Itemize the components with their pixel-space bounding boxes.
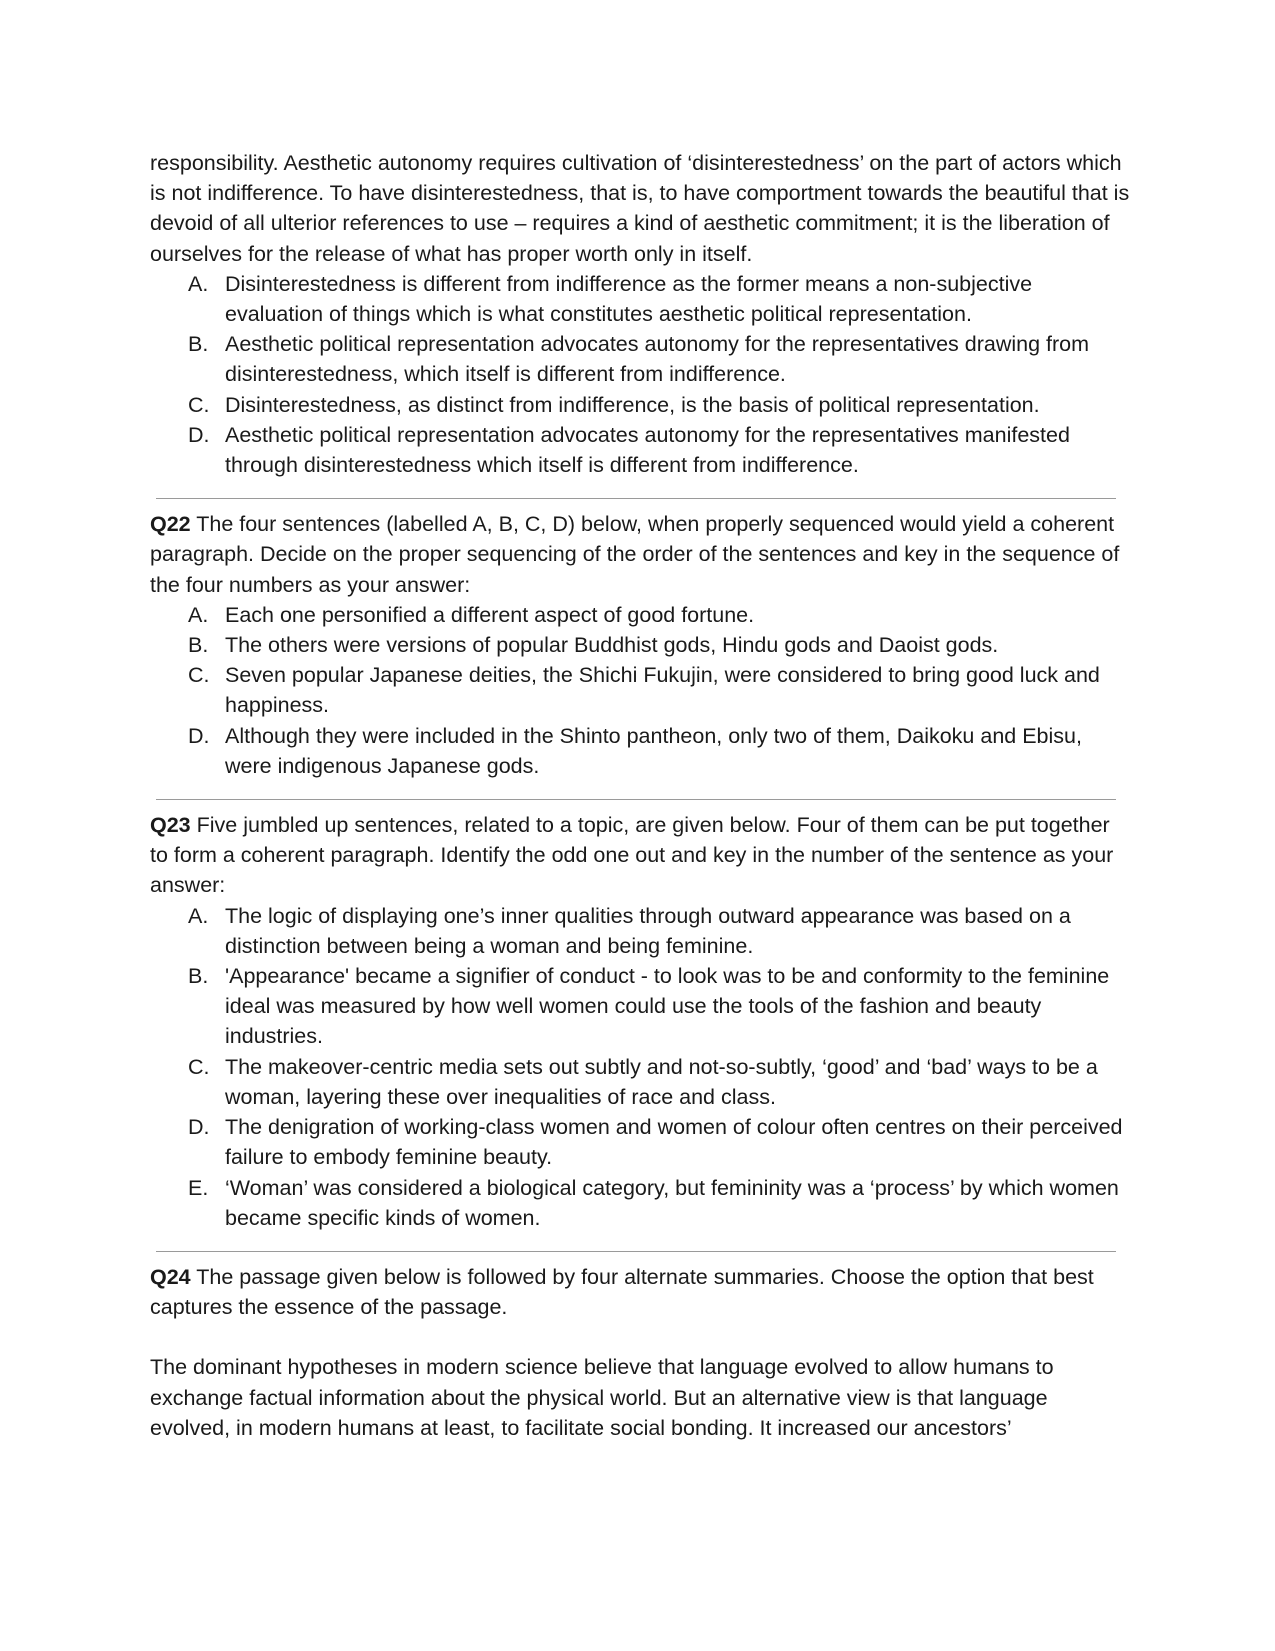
q22-option-b — [150, 630, 1130, 660]
option-letter: A. — [188, 271, 209, 296]
option-text: Seven popular Japanese deities, the Shichi Fukujin, were considered to bring good luck and happiness. — [225, 663, 1100, 718]
option-text: The makeover-centric media sets out subtly and not-so-subtly, ‘good’ and ‘bad’ ways to be a woman, layering these over inequalities of race and class. — [225, 1054, 1098, 1109]
q21-option-c — [150, 390, 1130, 420]
option-text: 'Appearance' became a signifier of conduct - to look was to be and conformity to the feminine ideal was measured by how well women could use the tools of the fashion and beauty industries. — [225, 964, 1110, 1049]
q22-option-a — [150, 600, 1130, 630]
q21-option-a — [150, 269, 1130, 329]
option-text: Each one personified a different aspect of good fortune. — [225, 602, 755, 627]
q21-option-b — [150, 329, 1130, 389]
q23-option-b — [150, 961, 1130, 1052]
option-letter: A. — [188, 903, 209, 928]
q22-option-c — [150, 660, 1130, 720]
q23-option-d — [150, 1112, 1130, 1172]
option-letter: B. — [188, 633, 209, 658]
q21-continuation — [150, 148, 1130, 480]
q24-passage-text: The dominant hypotheses in modern science believe that language evolved to allow humans to exchange factual information about the physical world. But an alternative view is that language evolved, in modern humans at least, to facilitate social bonding. It increased our ancestors’ — [150, 1355, 1054, 1440]
option-text: ‘Woman’ was considered a biological category, but femininity was a ‘process’ by which women became specific kinds of women. — [225, 1175, 1119, 1230]
option-letter: B. — [188, 332, 209, 357]
document-page — [150, 148, 1130, 1443]
q23-prompt-text: Five jumbled up sentences, related to a topic, are given below. Four of them can be put together to form a coherent paragraph. Identify the odd one out and key in the number of the sentence as your answer: — [150, 813, 1114, 898]
q21-options-list — [150, 269, 1130, 480]
option-letter: C. — [188, 1054, 210, 1079]
option-letter: D. — [188, 422, 210, 447]
q21-passage-text: responsibility. Aesthetic autonomy requires cultivation of ‘disinterestedness’ on the part of actors which is not indifference. To have disinterestedness, that is, to have comportment towards the beautiful that is devoid of all ulterior references to use – requires a kind of aesthetic commitment; it is the liberation of ourselves for the release of what has proper worth only in itself. — [150, 151, 1130, 266]
q22-label: Q22 — [150, 512, 191, 537]
option-text: Although they were included in the Shinto pantheon, only two of them, Daikoku and Ebisu, were indigenous Japanese gods. — [225, 723, 1082, 778]
q23-prompt — [150, 810, 1130, 901]
section-divider — [156, 1251, 1116, 1252]
q23-options-list — [150, 901, 1130, 1233]
q22-option-d — [150, 721, 1130, 781]
section-divider — [156, 799, 1116, 800]
option-letter: D. — [188, 723, 210, 748]
option-letter: C. — [188, 663, 210, 688]
q24-prompt — [150, 1262, 1130, 1322]
q24-prompt-text: The passage given below is followed by four alternate summaries. Choose the option that best captures the essence of the passage. — [150, 1264, 1094, 1320]
q22-prompt-text: The four sentences (labelled A, B, C, D) below, when properly sequenced would yield a coherent paragraph. Decide on the proper sequencing of the order of the sentences and key in the sequence of the four numbers as your answer: — [150, 512, 1120, 597]
option-text: The others were versions of popular Buddhist gods, Hindu gods and Daoist gods. — [225, 633, 999, 658]
option-text: Disinterestedness is different from indifference as the former means a non-subjective evaluation of things which is what constitutes aesthetic political representation. — [225, 271, 1033, 327]
option-text: The logic of displaying one’s inner qualities through outward appearance was based on a distinction between being a woman and being feminine. — [225, 903, 1071, 958]
q22-section — [150, 509, 1130, 781]
q22-prompt — [150, 509, 1130, 600]
q24-section — [150, 1262, 1130, 1443]
option-letter: B. — [188, 964, 209, 989]
q23-label: Q23 — [150, 813, 191, 838]
q23-option-e — [150, 1173, 1130, 1233]
option-text: Aesthetic political representation advocates autonomy for the representatives manifested through disinterestedness which itself is different from indifference. — [225, 422, 1070, 478]
q21-option-d — [150, 420, 1130, 480]
option-text: Aesthetic political representation advocates autonomy for the representatives drawing from disinterestedness, which itself is different from indifference. — [225, 332, 1090, 387]
option-letter: C. — [188, 392, 210, 417]
option-letter: A. — [188, 602, 209, 627]
section-divider — [156, 498, 1116, 499]
q23-option-c — [150, 1052, 1130, 1112]
q23-section — [150, 810, 1130, 1233]
option-text: The denigration of working-class women and women of colour often centres on their perceived failure to embody feminine beauty. — [225, 1115, 1123, 1170]
q23-option-a — [150, 901, 1130, 961]
option-letter: E. — [188, 1175, 209, 1200]
q24-label: Q24 — [150, 1264, 191, 1289]
option-text: Disinterestedness, as distinct from indifference, is the basis of political representation. — [225, 392, 1040, 417]
option-letter: D. — [188, 1115, 210, 1140]
paragraph-spacer — [150, 1322, 1130, 1352]
q22-options-list — [150, 600, 1130, 781]
